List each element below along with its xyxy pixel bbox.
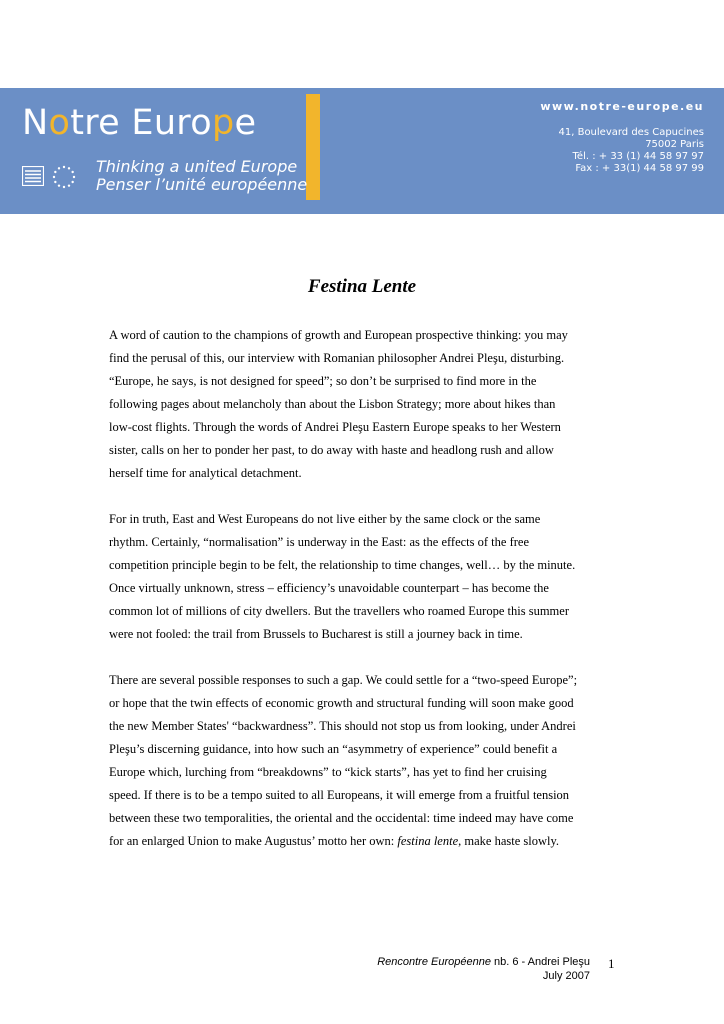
address-city: 75002 Paris [645, 139, 704, 150]
text-line-final [109, 830, 629, 853]
text-line: Europe which, lurching from “breakdowns” to “kick starts”, has yet to find her cruising [109, 765, 547, 779]
text-line: or hope that the twin effects of economic growth and structural funding will soon make good [109, 696, 574, 710]
text-line: For in truth, East and West Europeans do not live either by the same clock or the same [109, 512, 541, 526]
text-line: competition principle begin to be felt, the relationship to time changes, well… by the minute. [109, 558, 576, 572]
text-line: There are several possible responses to such a gap. We could settle for a “two-speed Europe”; [109, 673, 578, 687]
tagline [96, 158, 307, 194]
text-line: Pleşu’s discerning guidance, into how such an “asymmetry of experience” could benefit a [109, 742, 558, 756]
tagline-french: Penser l’unité européenne [96, 175, 308, 194]
publication-issue: nb. 6 - Andrei Pleşu [490, 956, 590, 968]
document-body [109, 324, 629, 876]
address-phone: Tél. : + 33 (1) 44 58 97 97 [572, 151, 704, 162]
text-line: low-cost flights. Through the words of Andrei Pleşu Eastern Europe speaks to her Western [109, 420, 561, 434]
paragraph-2 [109, 508, 629, 646]
text-line: rhythm. Certainly, “normalisation” is underway in the East: as the effects of the free [109, 535, 530, 549]
page-number: 1 [608, 956, 615, 971]
star-dot [54, 181, 56, 183]
text-run: , make haste slowly. [458, 834, 560, 848]
text-line: the new Member States' “backwardness”. This should not stop us from looking, under Andrei [109, 719, 576, 733]
footer-publication [377, 955, 590, 969]
footer-date: July 2007 [542, 970, 590, 982]
text-line: herself time for analytical detachment. [109, 466, 302, 480]
address-street: 41, Boulevard des Capucines [558, 127, 704, 138]
logo-accent-bar [306, 94, 320, 200]
logo-wordmark: Notre Europe [22, 103, 257, 143]
text-line: “Europe, he says, is not designed for speed”; so don’t be surprised to find more in the [109, 374, 537, 388]
tagline-english: Thinking a united Europe [96, 157, 298, 176]
paragraph-1 [109, 324, 629, 485]
address-fax: Fax : + 33(1) 44 58 97 99 [575, 163, 704, 174]
text-line: were not fooled: the trail from Brussels to Bucharest is still a journey back in time. [109, 627, 523, 641]
text-line: speed. If there is to be a tempo suited to all Europeans, it will emerge from a fruitful tension [109, 788, 570, 802]
page-footer [377, 955, 590, 983]
text-line: A word of caution to the champions of growth and European prospective thinking: you may [109, 328, 568, 342]
text-line: Once virtually unknown, stress – efficiency’s unavoidable counterpart – has become the [109, 581, 549, 595]
eu-stars-icon [50, 164, 78, 190]
star-dot [63, 166, 65, 168]
text-line: between these two temporalities, the oriental and the occidental: time indeed may have come [109, 811, 574, 825]
star-dot [54, 171, 56, 173]
star-dot [73, 176, 75, 178]
text-line: common lot of millions of city dwellers. But the travellers who roamed Europe this summer [109, 604, 569, 618]
text-run: for an enlarged Union to make Augustus’ motto her own: [109, 834, 398, 848]
emphasis-motto: festina lente [397, 834, 459, 848]
text-line: find the perusal of this, our interview with Romanian philosopher Andrei Pleşu, disturbing. [109, 351, 565, 365]
text-line: following pages about melancholy than about the Lisbon Strategy; more about hikes than [109, 397, 556, 411]
star-dot [53, 176, 55, 178]
star-dot [58, 184, 60, 186]
contact-address [559, 127, 705, 175]
star-dot [63, 186, 65, 188]
star-dot [58, 167, 60, 169]
star-dot [71, 181, 73, 183]
text-line: sister, calls on her to ponder her past, to do away with haste and headlong rush and allow [109, 443, 554, 457]
publication-name: Rencontre Européenne [377, 956, 491, 968]
document-title: Festina Lente [307, 276, 417, 297]
website-link[interactable]: www.notre-europe.eu [540, 100, 704, 113]
paragraph-3 [109, 669, 629, 853]
flag-lines-icon [22, 166, 44, 186]
star-dot [68, 167, 70, 169]
star-dot [71, 171, 73, 173]
star-dot [68, 184, 70, 186]
